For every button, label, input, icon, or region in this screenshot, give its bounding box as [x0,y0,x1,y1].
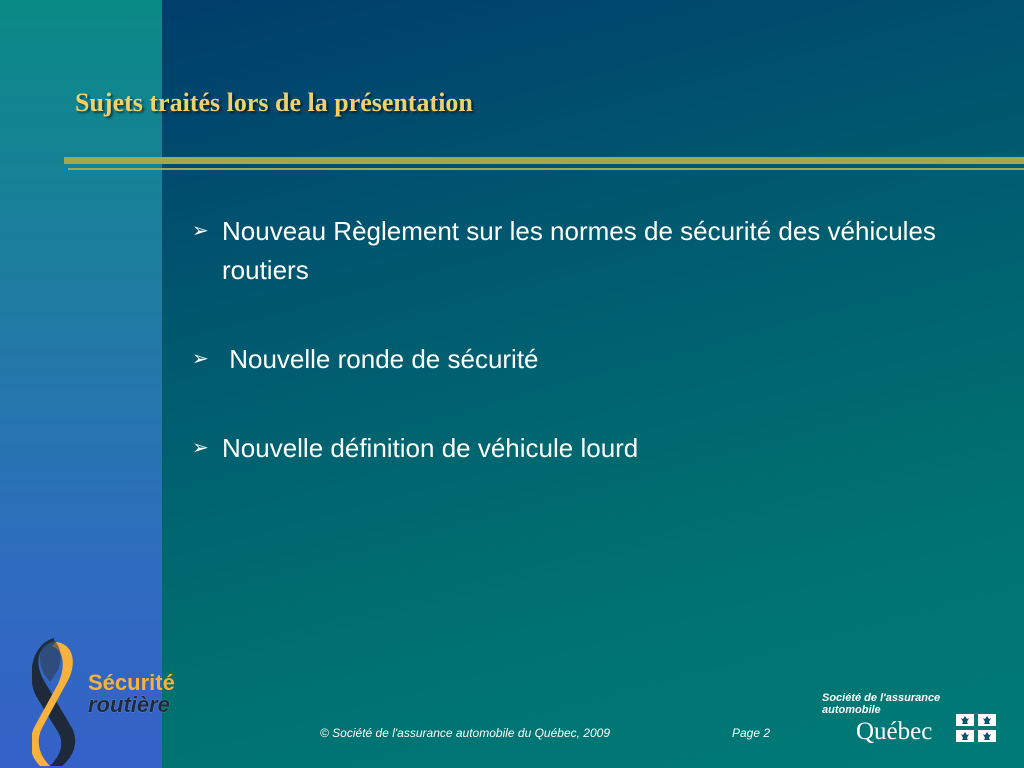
bullet-arrow-icon: ➢ [192,437,209,459]
saaq-name-line2: automobile [822,704,881,716]
logo-securite-text: Sécurité [88,670,175,695]
bullet-text: Nouvelle ronde de sécurité [222,344,539,374]
securite-routiere-logo [32,636,212,768]
bullet-text: Nouvelle définition de véhicule lourd [222,433,639,463]
quebec-flag-icon [956,714,996,742]
footer-copyright: © Société de l'assurance automobile du Québec, 2009 [320,726,610,740]
saaq-quebec-wordmark: Québec [856,718,933,745]
title-rule-thin [68,168,1024,170]
slide-title: Sujets traités lors de la présentation [75,88,473,117]
bullet-list [190,212,980,518]
logo-routiere-text: routière [88,692,170,717]
saaq-logo [820,690,1010,760]
bullet-item [190,212,980,290]
bullet-arrow-icon: ➢ [192,220,209,242]
bullet-arrow-icon: ➢ [192,348,209,370]
ribbon-icon [32,636,92,768]
title-rule-thick [64,157,1024,164]
footer-page-number: Page 2 [732,726,771,740]
bullet-text: Nouveau Règlement sur les normes de sécurité des véhicules routiers [222,216,936,285]
bullet-item [190,429,980,468]
bullet-item [190,340,980,379]
saaq-name-line1: Société de l'assurance [822,692,941,704]
